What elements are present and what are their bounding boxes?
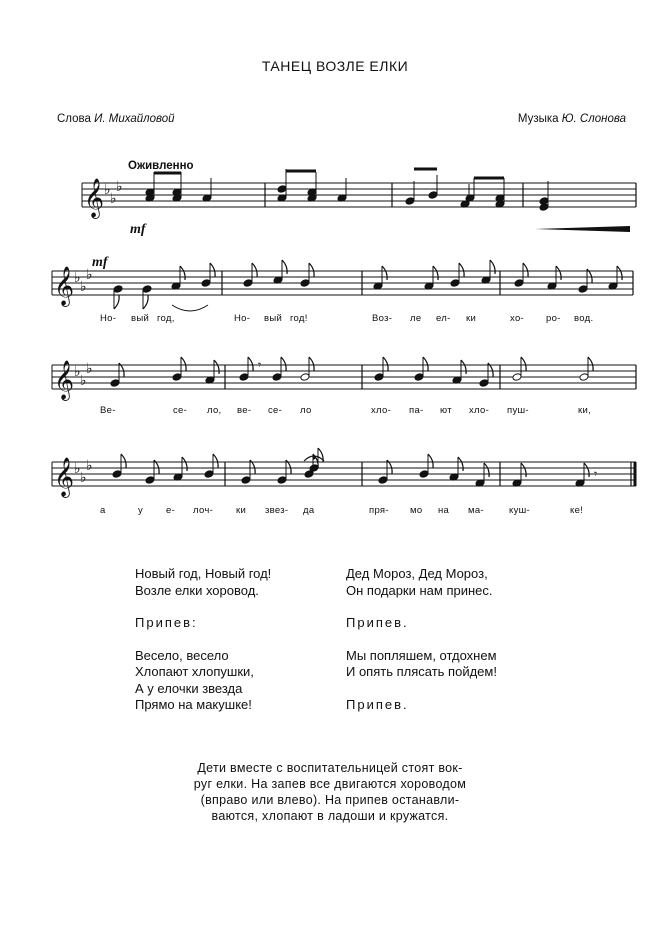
lyric-syllable: ро- bbox=[546, 313, 561, 324]
note-head bbox=[113, 285, 123, 294]
lyric-syllable: у bbox=[138, 505, 144, 516]
note-head bbox=[450, 279, 460, 288]
dance-instructions bbox=[150, 760, 510, 824]
lyric-syllable: ма- bbox=[468, 505, 484, 516]
lyric-syllable: да bbox=[303, 505, 315, 516]
lyric-syllable: вод. bbox=[574, 313, 594, 324]
verse-line: Новый год, Новый год! bbox=[135, 566, 272, 581]
note-flag bbox=[458, 457, 463, 471]
note-flag bbox=[433, 266, 438, 280]
note-head bbox=[479, 379, 489, 388]
lyrics-row-1 bbox=[0, 313, 670, 327]
instruction-line: руг елки. На запев все двигаются хороводом bbox=[193, 777, 467, 791]
note-flag bbox=[114, 295, 119, 309]
lyrics-author: И. Михайловой bbox=[94, 113, 175, 125]
verse-left-column bbox=[135, 566, 271, 714]
lyric-syllable: па- bbox=[409, 405, 424, 416]
lyric-syllable: ло, bbox=[207, 405, 222, 416]
note-flag bbox=[309, 357, 314, 371]
note-head bbox=[300, 279, 310, 288]
note-flag bbox=[423, 357, 428, 371]
note-head bbox=[300, 373, 310, 382]
verse-line: Весело, весело bbox=[135, 647, 229, 663]
flat-sign-icon: ♭ bbox=[104, 182, 111, 198]
note-head bbox=[578, 285, 588, 294]
verse-line: Прямо на макушке! bbox=[135, 697, 252, 712]
note-flag bbox=[617, 266, 622, 280]
note-head bbox=[514, 279, 524, 288]
lyric-syllable: ле bbox=[410, 313, 422, 324]
treble-clef-icon: 𝄞 bbox=[54, 360, 75, 400]
flat-sign-icon: ♭ bbox=[86, 361, 93, 377]
lyric-syllable: хло- bbox=[469, 405, 490, 416]
flat-sign-icon: ♭ bbox=[74, 364, 81, 380]
note-flag bbox=[588, 357, 593, 371]
note-flag bbox=[523, 263, 528, 277]
instruction-line: Дети вместе с воспитательницей стоят вок- bbox=[197, 761, 463, 775]
verse-line: Мы попляшем, отдохнем bbox=[346, 647, 497, 663]
lyric-syllable: год, bbox=[157, 313, 175, 324]
music-author: Ю. Слонова bbox=[561, 113, 626, 125]
note-flag bbox=[584, 463, 589, 477]
note-head bbox=[414, 373, 424, 382]
lyric-syllable: ки bbox=[466, 313, 477, 324]
note-flag bbox=[556, 266, 561, 280]
note-flag bbox=[121, 454, 126, 468]
lyric-syllable: ве- bbox=[237, 405, 252, 416]
note-flag bbox=[210, 263, 215, 277]
instruction-line: (вправо или влево). На припев останавли- bbox=[200, 793, 460, 807]
eighth-rest-icon: 𝄾 bbox=[594, 467, 598, 481]
refrain-label: Припев: bbox=[135, 615, 198, 630]
note-head bbox=[204, 470, 214, 479]
lyric-syllable: се- bbox=[268, 405, 283, 416]
lyric-syllable: а bbox=[100, 505, 106, 516]
note-head bbox=[309, 464, 319, 473]
lyric-syllable: ло bbox=[300, 405, 312, 416]
note-flag bbox=[143, 295, 148, 309]
song-title: ТАНЕЦ ВОЗЛЕ ЕЛКИ bbox=[261, 58, 409, 74]
note-head bbox=[239, 373, 249, 382]
note-head bbox=[201, 279, 211, 288]
lyric-syllable: пря- bbox=[369, 505, 389, 516]
lyric-syllable: Воз- bbox=[372, 313, 393, 324]
note-flag bbox=[383, 357, 388, 371]
lyrics-row-2 bbox=[0, 405, 670, 419]
verse-line: А у елочки звезда bbox=[135, 680, 243, 696]
note-flag bbox=[459, 263, 464, 277]
note-flag bbox=[428, 454, 433, 468]
note-flag bbox=[181, 357, 186, 371]
note-head bbox=[378, 476, 388, 485]
lyric-syllable: Но- bbox=[100, 313, 117, 324]
fermata-dot bbox=[313, 457, 316, 460]
note-head bbox=[110, 379, 120, 388]
lyric-syllable: се- bbox=[173, 405, 188, 416]
note-head bbox=[243, 279, 253, 288]
note-flag bbox=[521, 463, 526, 477]
note-flag bbox=[281, 357, 286, 371]
verse-right-column bbox=[346, 566, 497, 713]
note-flag bbox=[214, 360, 219, 374]
lyric-syllable: ки bbox=[236, 505, 247, 516]
flat-sign-icon: ♭ bbox=[80, 279, 87, 295]
treble-clef-icon: 𝄞 bbox=[54, 457, 75, 497]
flat-sign-icon: ♭ bbox=[80, 373, 87, 389]
note-flag bbox=[282, 260, 287, 274]
verse-line: Возле елки хоровод. bbox=[135, 582, 259, 598]
lyric-syllable: звез- bbox=[265, 505, 289, 516]
note-head bbox=[145, 476, 155, 485]
lyric-syllable: на bbox=[438, 505, 450, 516]
lyric-syllable: вый bbox=[264, 313, 283, 324]
note-flag bbox=[521, 357, 526, 371]
treble-clef-icon: 𝄞 bbox=[84, 178, 105, 218]
dynamic-marking-intro: mf bbox=[130, 222, 146, 237]
note-flag bbox=[309, 263, 314, 277]
refrain-label: Припев. bbox=[346, 615, 409, 630]
lyric-syllable: ке! bbox=[570, 505, 584, 516]
lyric-syllable: Но- bbox=[234, 313, 251, 324]
verse-line: Дед Мороз, Дед Мороз, bbox=[346, 566, 488, 581]
note-flag bbox=[461, 360, 466, 374]
music-credit-prefix: Музыка bbox=[517, 113, 559, 125]
flat-sign-icon: ♭ bbox=[74, 270, 81, 286]
tempo-marking: Оживленно bbox=[128, 160, 194, 172]
lyric-syllable: лоч- bbox=[193, 505, 214, 516]
note-head bbox=[142, 285, 152, 294]
note-head bbox=[512, 373, 522, 382]
note-flag bbox=[248, 357, 253, 371]
verse-line: Он подарки нам принес. bbox=[346, 582, 493, 598]
lyric-syllable: е- bbox=[166, 505, 176, 516]
note-head bbox=[112, 470, 122, 479]
note-head bbox=[277, 476, 287, 485]
note-flag bbox=[490, 260, 495, 274]
lyric-syllable: хло- bbox=[371, 405, 392, 416]
diminuendo-hairpin bbox=[535, 226, 630, 232]
note-flag bbox=[382, 266, 387, 280]
refrain-label: Припев. bbox=[346, 696, 409, 712]
lyric-syllable: пуш- bbox=[507, 405, 529, 416]
note-flag bbox=[182, 457, 187, 471]
verse-line: И опять плясать пойдем! bbox=[346, 664, 497, 679]
note-head bbox=[172, 373, 182, 382]
lyric-syllable: ки, bbox=[578, 405, 592, 416]
note-head bbox=[272, 373, 282, 382]
lyric-syllable: вый bbox=[131, 313, 150, 324]
flat-sign-icon: ♭ bbox=[116, 179, 123, 195]
slur bbox=[172, 305, 208, 311]
note-flag bbox=[252, 263, 257, 277]
lyric-syllable: куш- bbox=[509, 505, 530, 516]
lyric-syllable: год! bbox=[290, 313, 308, 324]
note-head bbox=[428, 191, 438, 200]
lyrics-credit-prefix: Слова bbox=[57, 113, 91, 125]
flat-sign-icon: ♭ bbox=[110, 191, 117, 207]
lyric-syllable: хо- bbox=[510, 313, 524, 324]
note-head bbox=[241, 476, 251, 485]
dynamic-marking-verse: mf bbox=[92, 255, 108, 270]
note-flag bbox=[180, 266, 185, 280]
verse-line: Хлопают хлопушки, bbox=[135, 664, 254, 679]
eighth-rest-icon: 𝄾 bbox=[258, 358, 262, 372]
lyrics-row-3 bbox=[0, 505, 670, 519]
note-head bbox=[419, 470, 429, 479]
flat-sign-icon: ♭ bbox=[86, 458, 93, 474]
instruction-line: ваются, хлопают в ладоши и кружатся. bbox=[211, 809, 449, 823]
lyric-syllable: ел- bbox=[436, 313, 451, 324]
treble-clef-icon: 𝄞 bbox=[54, 266, 75, 306]
note-flag bbox=[213, 454, 218, 468]
flat-sign-icon: ♭ bbox=[80, 470, 87, 486]
lyric-syllable: ют bbox=[440, 405, 452, 416]
note-head bbox=[374, 373, 384, 382]
lyric-syllable: мо bbox=[410, 505, 423, 516]
lyric-syllable: Ве- bbox=[100, 405, 116, 416]
flat-sign-icon: ♭ bbox=[74, 461, 81, 477]
note-head bbox=[579, 373, 589, 382]
note-flag bbox=[484, 463, 489, 477]
flat-sign-icon: ♭ bbox=[86, 267, 93, 283]
note-head bbox=[277, 185, 287, 194]
note-head bbox=[405, 197, 415, 206]
